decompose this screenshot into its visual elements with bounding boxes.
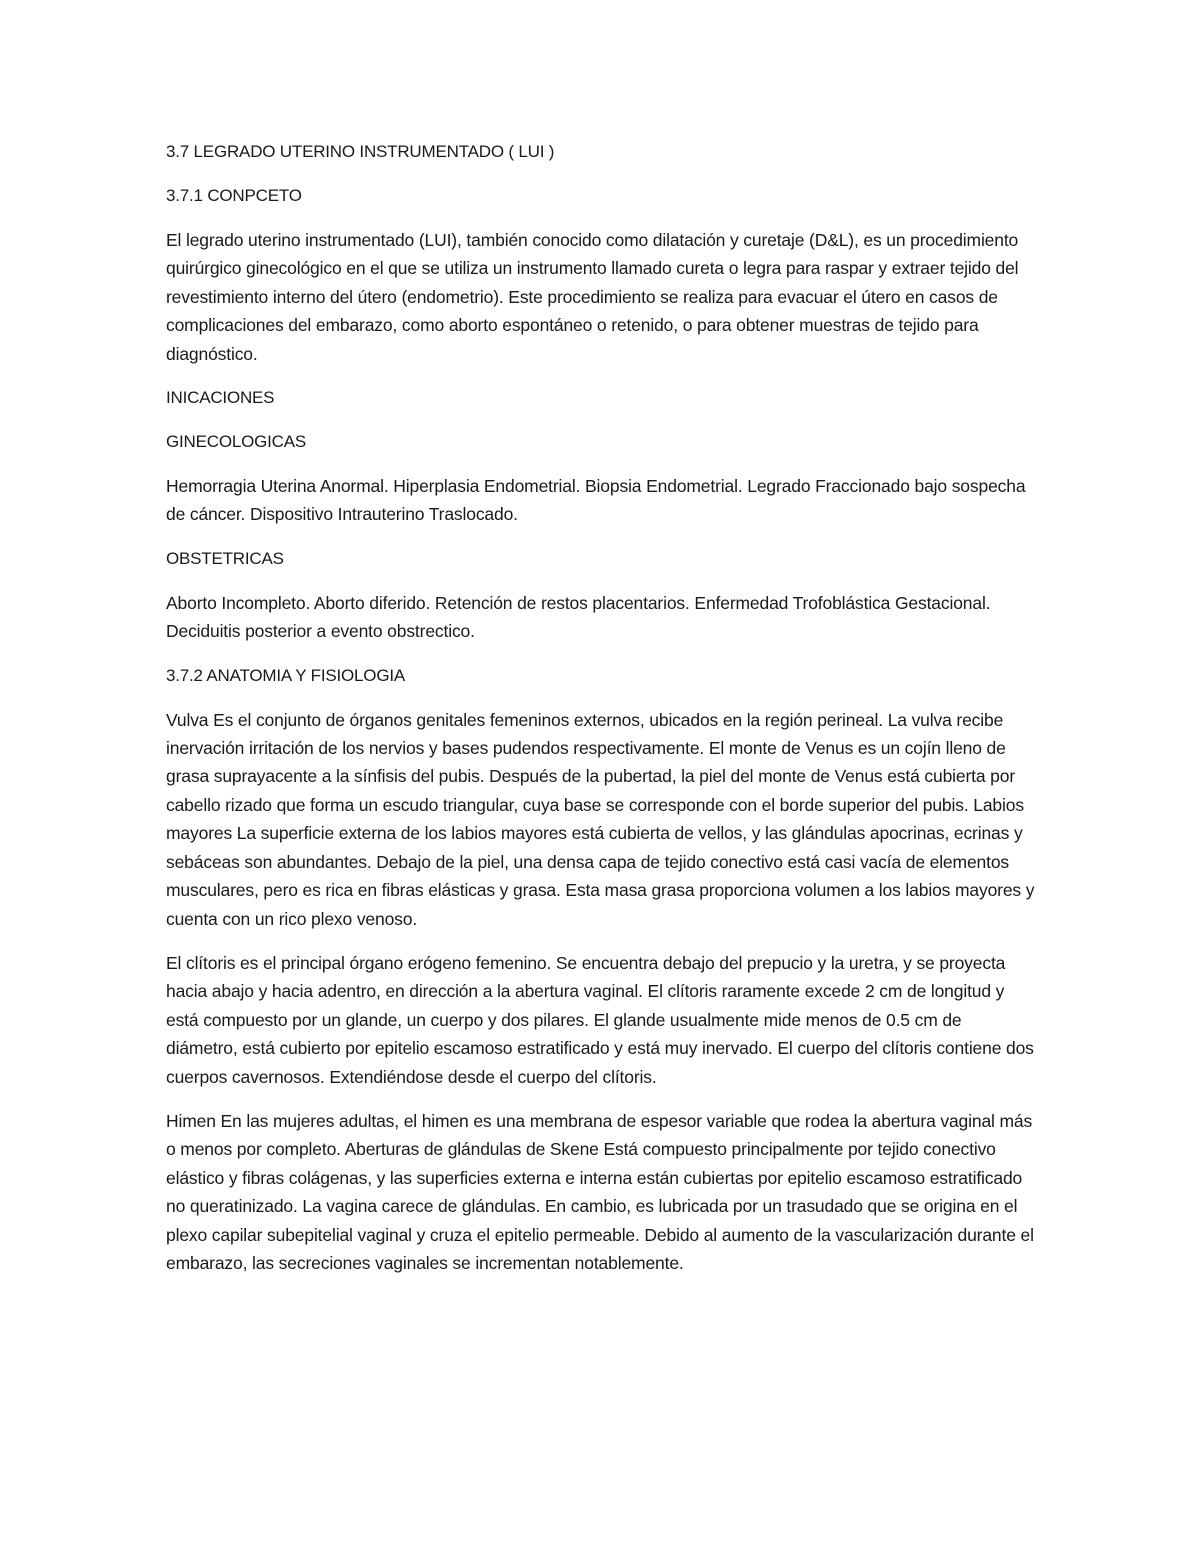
vulva-paragraph: Vulva Es el conjunto de órganos genitales femeninos externos, ubicados en la región perineal. La vulva recibe inervación irritación de los nervios y bases pudendos respectivamente. El monte de Venus es un cojín lleno de grasa suprayacente a la sínfisis del pubis. Después de la pubertad, la piel del monte de Venus está cubierta por cabello rizado que forma un escudo triangular, cuya base se corresponde con el borde superior del pubis. Labios mayores La superficie externa de los labios mayores está cubierta de vellos, y las glándulas apocrinas, ecrinas y sebáceas son abundantes. Debajo de la piel, una densa capa de tejido conectivo está casi vacía de elementos musculares, pero es rica en fibras elásticas y grasa. Esta masa grasa proporciona volumen a los labios mayores y cuenta con un rico plexo venoso. [166, 709, 1035, 929]
obstetric-paragraph: Aborto Incompleto. Aborto diferido. Retención de restos placentarios. Enfermedad Trofoblástica Gestacional. Deciduitis posterior a evento obstrectico. [166, 592, 991, 642]
document-title: 3.7 LEGRADO UTERINO INSTRUMENTADO ( LUI ) [166, 142, 555, 161]
document-page [166, 138, 1036, 1293]
concept-paragraph: El legrado uterino instrumentado (LUI), también conocido como dilatación y curetaje (D&L), es un procedimiento quirúrgico ginecológico en el que se utiliza un instrumento llamado cureta o legra para raspar y extraer tejido del revestimiento interno del útero (endometrio). Este procedimiento se realiza para evacuar el útero en casos de complicaciones del embarazo, como aborto espontáneo o retenido, o para obtener muestras de tejido para diagnóstico. [166, 230, 1019, 364]
gynecological-heading: GINECOLOGICAS [166, 432, 307, 452]
indications-heading: INICACIONES [166, 388, 275, 408]
section-heading-concept: 3.7.1 CONPCETO [166, 186, 302, 205]
obstetric-heading: OBSTETRICAS [166, 548, 284, 568]
clitoris-paragraph: El clítoris es el principal órgano erógeno femenino. Se encuentra debajo del prepucio y la uretra, y se proyecta hacia abajo y hacia adentro, en dirección a la abertura vaginal. El clítoris raramente excede 2 cm de longitud y está compuesto por un glande, un cuerpo y dos pilares. El glande usualmente mide menos de 0.5 cm de diámetro, está cubierto por epitelio escamoso estratificado y está muy inervado. El cuerpo del clítoris contiene dos cuerpos cavernosos. Extendiéndose desde el cuerpo del clítoris. [166, 952, 1034, 1087]
gynecological-paragraph: Hemorragia Uterina Anormal. Hiperplasia Endometrial. Biopsia Endometrial. Legrado Fraccionado bajo sospecha de cáncer. Dispositivo Intrauterino Traslocado. [166, 476, 1026, 525]
section-heading-anatomy: 3.7.2 ANATOMIA Y FISIOLOGIA [166, 665, 405, 685]
himen-paragraph: Himen En las mujeres adultas, el himen es una membrana de espesor variable que rodea la abertura vaginal más o menos por completo. Aberturas de glándulas de Skene Está compuesto principalmente por tejido conectivo elástico y fibras colágenas, y las superficies externa e interna están cubiertas por epitelio escamoso estratificado no queratinizado. La vagina carece de glándulas. En cambio, es lubricada por un trasudado que se origina en el plexo capilar subepitelial vaginal y cruza el epitelio permeable. Debido al aumento de la vascularización durante el embarazo, las secreciones vaginales se incrementan notablemente. [166, 1110, 1034, 1273]
